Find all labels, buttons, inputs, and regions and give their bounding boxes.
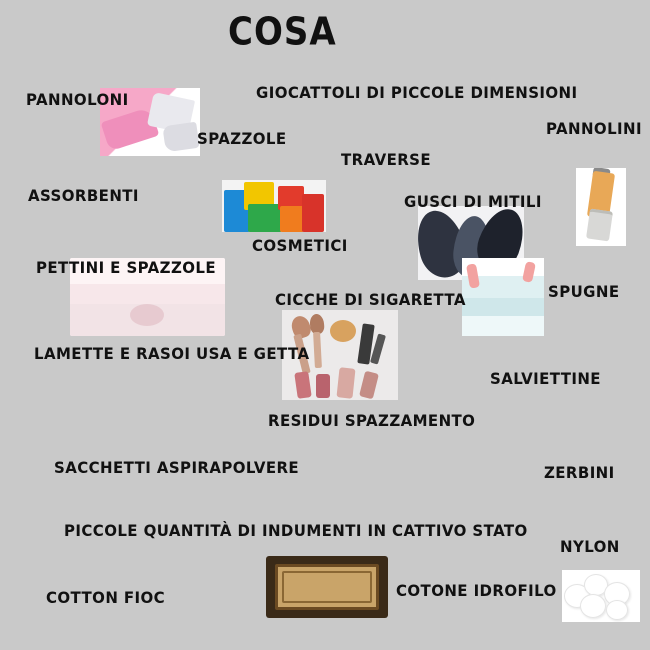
label-pannolini: PANNOLINI	[546, 119, 642, 139]
lego-brick-orange	[280, 206, 304, 232]
doormat-photo	[266, 556, 388, 618]
cotton-ball-4	[580, 594, 606, 618]
label-nylon: NYLON	[560, 537, 620, 557]
wipes-photo	[462, 258, 544, 336]
powder-compact	[330, 320, 356, 342]
lego-photo	[222, 180, 326, 232]
cigarette-photo	[576, 168, 626, 246]
towel-layer-2	[70, 284, 225, 304]
lipstick-2	[316, 374, 330, 398]
label-zerbini: ZERBINI	[544, 463, 615, 483]
label-residui-spazzamento: RESIDUI SPAZZAMENTO	[268, 411, 476, 431]
label-sacchetti-aspirapolvere: SACCHETTI ASPIRAPOLVERE	[54, 458, 300, 478]
lipstick-3	[336, 367, 355, 399]
label-cosmetici: COSMETICI	[252, 236, 348, 256]
label-gusci-di-mitili: GUSCI DI MITILI	[404, 192, 542, 212]
label-salviettine: SALVIETTINE	[490, 369, 601, 389]
wipe-band-3	[462, 298, 544, 316]
makeup-brush-handle-2	[313, 332, 322, 368]
cigarette-filter	[586, 209, 613, 242]
wipe-band-4	[462, 316, 544, 336]
cotton-photo	[562, 570, 640, 622]
label-cotone-idrofilo: COTONE IDROFILO	[396, 581, 557, 601]
lipstick-4	[359, 371, 379, 400]
label-piccole-quantita-indumenti: PICCOLE QUANTITÀ DI INDUMENTI IN CATTIVO STATO	[64, 521, 528, 541]
label-pettini-e-spazzole: PETTINI E SPAZZOLE	[36, 258, 216, 278]
label-pannoloni: PANNOLONI	[26, 90, 129, 110]
label-assorbenti: ASSORBENTI	[28, 186, 139, 206]
label-giocattoli: GIOCATTOLI DI PICCOLE DIMENSIONI	[256, 83, 578, 103]
lego-brick-green	[248, 204, 282, 232]
label-cotton-fioc: COTTON FIOC	[46, 588, 166, 608]
cotton-ball-5	[606, 600, 628, 620]
label-spugne: SPUGNE	[548, 282, 620, 302]
page-title: COSA	[228, 10, 337, 55]
label-lamette-e-rasoi: LAMETTE E RASOI USA E GETTA	[34, 344, 310, 364]
diaper-tab-lower	[162, 122, 199, 152]
doormat-inner-border	[282, 571, 372, 603]
label-traverse: TRAVERSE	[341, 150, 432, 170]
label-spazzole: SPAZZOLE	[197, 129, 287, 149]
towel-shadow	[130, 304, 164, 326]
label-cicche-di-sigaretta: CICCHE DI SIGARETTA	[275, 290, 466, 310]
lego-brick-red-2	[302, 194, 324, 232]
lipstick-1	[294, 371, 311, 399]
